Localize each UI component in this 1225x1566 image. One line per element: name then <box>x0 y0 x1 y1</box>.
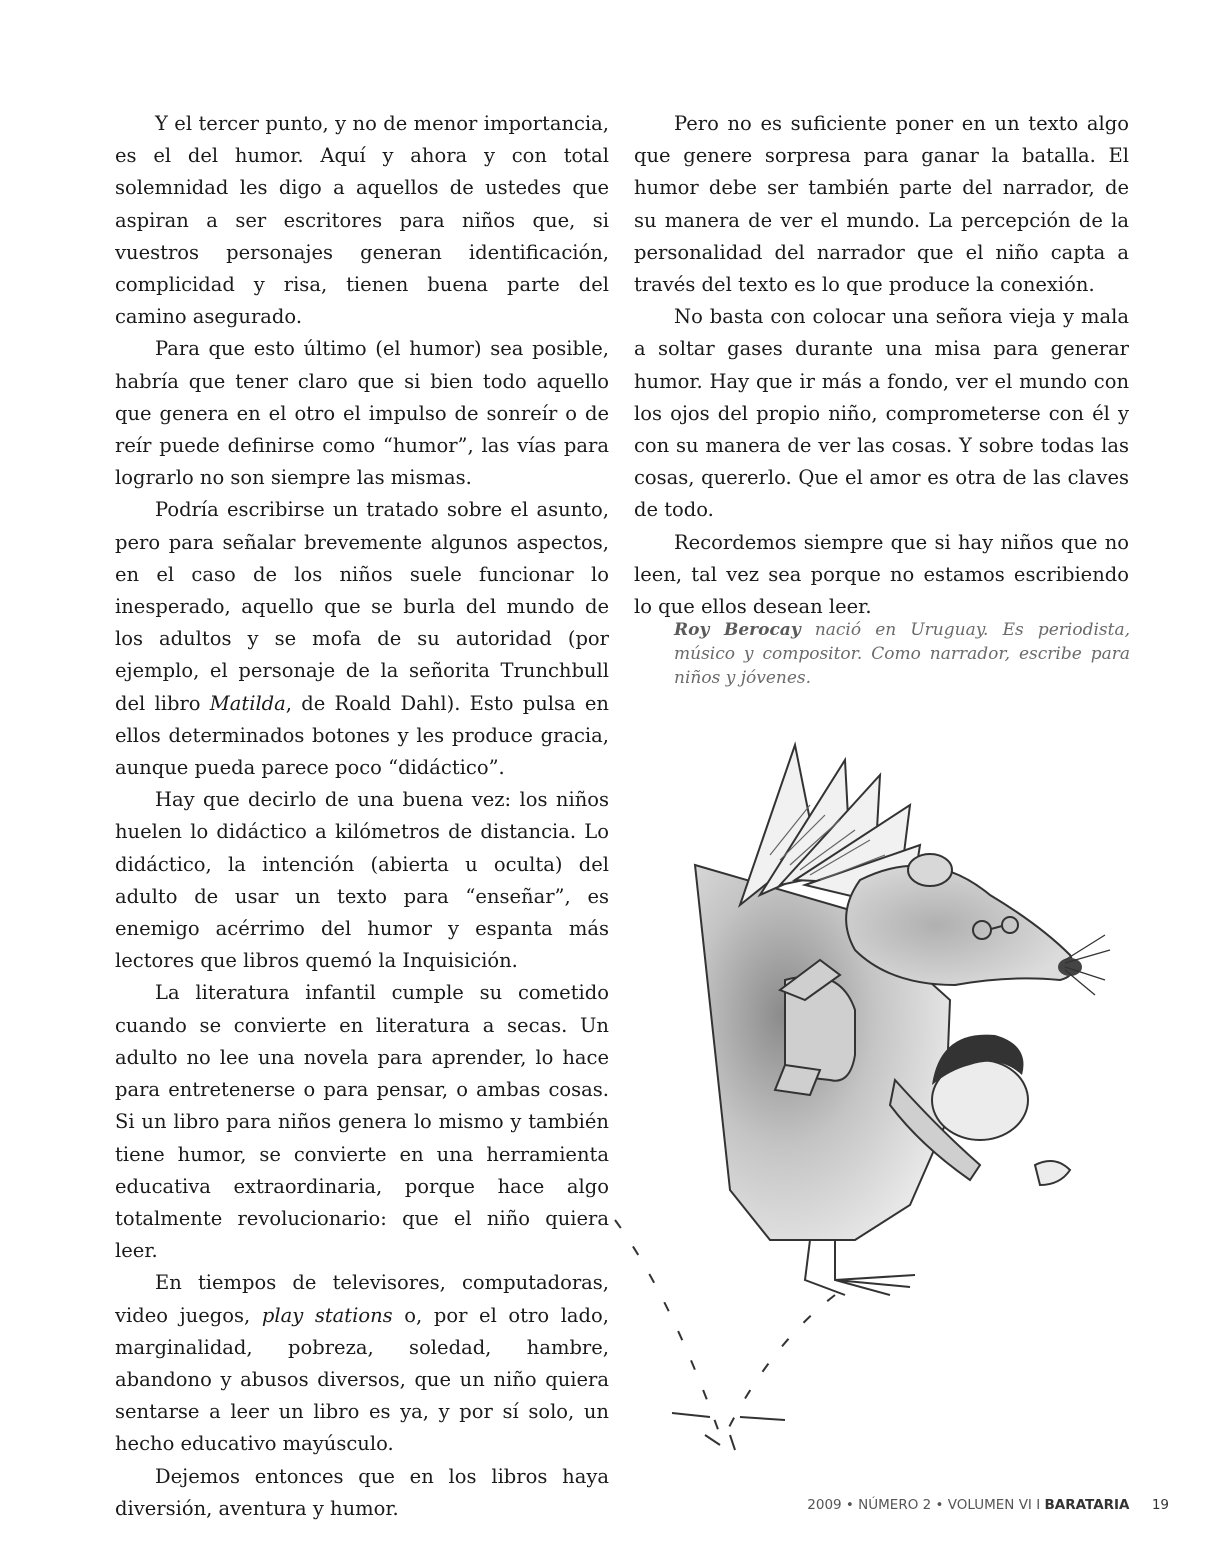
issue-info: 2009 • NÚMERO 2 • VOLUMEN VI <box>807 1497 1032 1513</box>
paragraph-3-start: Podría escribirse un tratado sobre el asunto, pero para señalar brevemente algunos aspectos, en el caso de los niños suele funcionar lo inesperado, aquello que se burla del mundo de los adultos y se mofa de su autoridad (por ejemplo, el personaje de la señorita Trunchbull del libro <box>115 498 609 715</box>
article-column-right <box>634 108 1129 623</box>
paragraph-9: No basta con colocar una señora vieja y mala a soltar gases durante una misa para generar humor. Hay que ir más a fondo, ver el mundo con los ojos del propio niño, comprometerse con él y con su manera de ver las cosas. Y sobre todas las cosas, quererlo. Que el amor es otra de las claves de todo. <box>634 305 1129 522</box>
paragraph-7: Dejemos entonces que en los libros haya diversión, aventura y humor. <box>115 1464 609 1520</box>
rat-nose <box>1058 958 1082 976</box>
paragraph-10: Recordemos siempre que si hay niños que no leen, tal vez sea porque no estamos escribiendo lo que ellos desean leer. <box>634 530 1129 619</box>
illustration-bird-creature-with-child <box>610 735 1170 1455</box>
paragraph-3 <box>115 494 609 784</box>
page-footer <box>807 1497 1169 1513</box>
magazine-name: BARATARIA <box>1044 1497 1130 1513</box>
paragraph-4: Hay que decirlo de una buena vez: los niños huelen lo didáctico a kilómetros de distancia. Lo didáctico, la intención (abierta u oculta) del adulto de usar un texto para “enseñar”, es enemigo acérrimo del humor y espanta más lectores que libros quemó la Inquisición. <box>115 788 609 973</box>
rat-ear <box>908 854 952 886</box>
paragraph-5: La literatura infantil cumple su cometido cuando se convierte en literatura a secas. Un adulto no lee una novela para aprender, lo hace para entretenerse o para pensar, o ambas cosas. Si un libro para niños genera lo mismo y también tiene humor, se convierte en una herramienta educativa extraordinaria, porque hace algo totalmente revolucionario: que el niño quiera leer. <box>115 981 609 1263</box>
paragraph-8: Pero no es suficiente poner en un texto algo que genere sorpresa para ganar la batalla. El humor debe ser también parte del narrador, de su manera de ver el mundo. La percepción de la personalidad del narrador que el niño capta a través del texto es lo que produce la conexión. <box>634 112 1129 297</box>
author-bio-text: nació en Uruguay. Es periodista, músico y compositor. Como narrador, escribe para niños y jóvenes. <box>674 620 1130 688</box>
author-name: Roy Berocay <box>674 620 801 640</box>
paragraph-6-start: En tiempos de televisores, computadoras, video juegos, <box>115 1271 609 1327</box>
impact-lines <box>672 1413 785 1450</box>
paragraph-6-end: o, por el otro lado, marginalidad, pobreza, soledad, hambre, abandono y abusos diversos, que un niño quiera sentarse a leer un libro es ya, y por sí solo, un hecho educativo mayúsculo. <box>115 1303 609 1456</box>
article-column-left <box>115 108 609 1525</box>
author-bio <box>674 618 1130 690</box>
rat-head <box>846 866 1073 985</box>
paragraph-6 <box>115 1267 609 1460</box>
bird-feet <box>805 1240 915 1295</box>
book-title-matilda: Matilda <box>209 691 286 715</box>
paragraph-1: Y el tercer punto, y no de menor importancia, es el del humor. Aquí y ahora y con total solemnidad les digo a aquellos de ustedes que aspiran a ser escritores para niños que, si vuestros personajes generan identificación, complicidad y risa, tienen buena parte del camino asegurado. <box>115 112 609 329</box>
motion-dashes <box>615 1220 835 1435</box>
paragraph-3-end: , de Roald Dahl). Esto pulsa en ellos determinados botones y les produce gracia, aunque pueda parece poco “didáctico”. <box>115 691 609 780</box>
play-stations-term: play stations <box>261 1303 393 1327</box>
paragraph-2: Para que esto último (el humor) sea posible, habría que tener claro que si bien todo aquello que genera en el otro el impulso de sonreír o de reír puede definirse como “humor”, las vías para lograrlo no son siempre las mismas. <box>115 337 609 490</box>
footer-separator: I <box>1036 1497 1041 1513</box>
page-number: 19 <box>1151 1497 1169 1513</box>
child-hand <box>1035 1161 1070 1185</box>
